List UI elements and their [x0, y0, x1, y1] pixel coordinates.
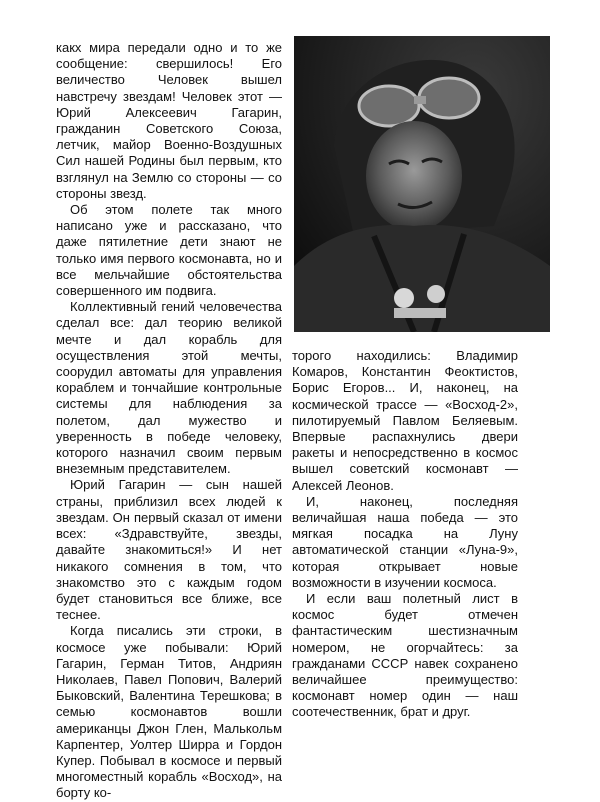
left-paragraph-4: Юрий Гагарин — сын нашей страны, приблизил всех людей к звездам. Он первый сказал от имени всех: «Здравствуйте, звезды, давайте знакомиться!» И нет никакого сомнения в том, что знакомство это с каждым годом будет становиться все ближе, все теснее.	[56, 477, 282, 623]
right-paragraph-2: И, наконец, последняя величайшая наша победа — это мягкая посадка на Луну автоматической станции «Луна-9», которая открывает новые возможности в изучении космоса.	[292, 493, 518, 590]
left-paragraph-3: Коллективный гений человечества сделал все: дал теорию великой мечте и дал корабль для осуществления этой мечты, соорудил автоматы для управления кораблем и тончайшие контрольные системы для наблюдения за полетом, дал мужество и уверенность в победе человеку, которого назначил своим первым внеземным представителем.	[56, 299, 282, 477]
cosmonaut-illustration	[294, 36, 550, 332]
left-paragraph-5: Когда писались эти строки, в космосе уже побывали: Юрий Гагарин, Герман Титов, Андриян Николаев, Павел Попович, Валерий Быковский, Валентина Терешкова; в семью космонавтов вошли американцы Джон Глен, Малькольм Карпентер, Уолтер Ширра и Гордон Купер. Побывал в космосе и первый многоместный корабль «Восход», на борту ко-	[56, 623, 282, 801]
left-text-column	[56, 40, 282, 802]
left-paragraph-2: Об этом полете так много написано уже и рассказано, что даже пятилетние дети знают не только имя первого космонавта, но и все мельчайшие обстоятельства совершенного им подвига.	[56, 202, 282, 299]
right-paragraph-1: торого находились: Владимир Комаров, Константин Феоктистов, Борис Егоров... И, наконец, на космической трассе — «Восход-2», пилотируемый Павлом Беляевым. Впервые распахнулись двери ракеты и непосредственно в космос вышел советский космонавт — Алексей Леонов.	[292, 348, 518, 493]
right-paragraph-3: И если ваш полетный лист в космос будет отмечен фантастическим шестизначным номером, не огорчайтесь: за гражданами СССР навек сохранено величайшее преимущество: космонавт номер один — наш соотечественник, брат и друг.	[292, 591, 518, 720]
left-paragraph-1: какх мира передали одно и то же сообщение: свершилось! Его величество Человек вышел навстречу звездам! Человек этот — Юрий Алексеевич Гагарин, гражданин Советского Союза, летчик, майор Военно-Воздушных Сил нашей Родины был первым, кто взглянул на Землю со стороны — со стороны звезд.	[56, 40, 282, 201]
chest-connector-right	[427, 285, 445, 303]
chest-fitting	[394, 308, 446, 318]
right-text-column	[292, 348, 518, 721]
goggle-right	[419, 78, 479, 118]
cosmonaut-photo	[294, 36, 550, 332]
goggle-bridge	[414, 96, 426, 104]
goggle-left	[359, 86, 419, 126]
chest-connector-left	[394, 288, 414, 308]
face	[366, 121, 462, 231]
